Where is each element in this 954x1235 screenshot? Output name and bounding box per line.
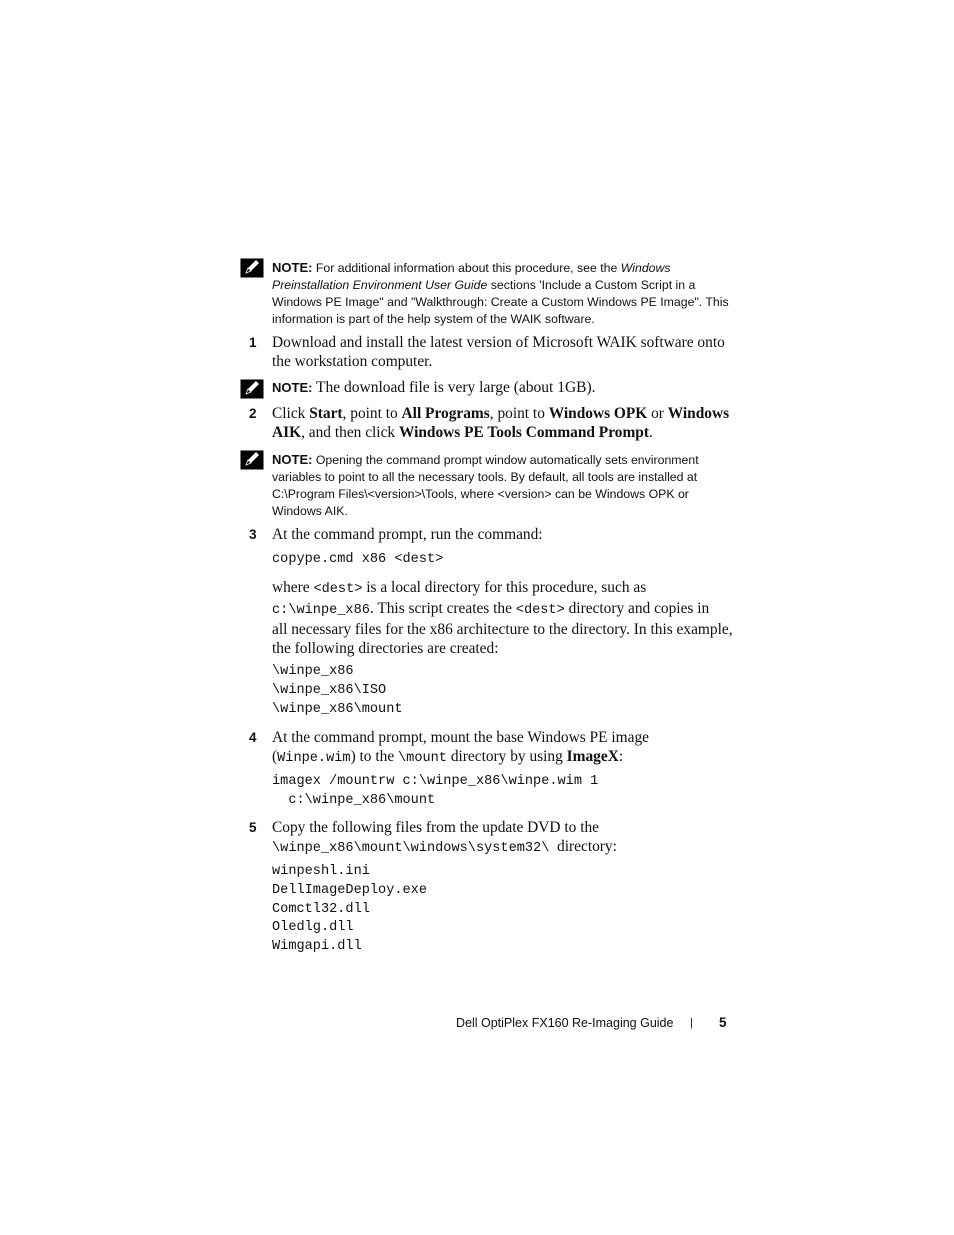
- step-2-text: Click Start, point to All Programs, point to Windows OPK or Windows AIK, and then click Windows PE Tools Command Prompt.: [272, 405, 730, 441]
- file-item: Oledlg.dll: [272, 920, 354, 936]
- step-5-text: Copy the following files from the update DVD to the \winpe_x86\mount\windows\system32\ directory:: [272, 819, 617, 856]
- directory-list: [272, 663, 403, 719]
- directory-item: \winpe_x86\mount: [272, 701, 403, 717]
- step-3-text: At the command prompt, run the command:: [272, 526, 543, 543]
- note-environment-variables: NOTE: Opening the command prompt window automatically sets environment variables to point to all the necessary tools. By default, all tools are installed at C:\Program Files\<version>\Tools, where <version> can be Windows OPK or Windows AIK.: [272, 452, 699, 518]
- step-number: 2: [249, 406, 257, 421]
- step-number: 4: [249, 730, 257, 745]
- note-label: NOTE:: [272, 260, 313, 275]
- note-label: NOTE:: [272, 380, 313, 395]
- directory-item: \winpe_x86: [272, 664, 354, 679]
- note-pencil-icon: [240, 379, 264, 399]
- file-item: winpeshl.ini: [272, 864, 370, 879]
- file-list: [272, 863, 427, 957]
- directory-item: \winpe_x86\ISO: [272, 682, 387, 698]
- file-item: Wimgapi.dll: [272, 939, 362, 955]
- step-1-text: Download and install the latest version of Microsoft WAIK software onto the workstation computer.: [272, 334, 725, 370]
- file-item: DellImageDeploy.exe: [272, 882, 427, 898]
- note-additional-info: NOTE: For additional information about this procedure, see the Windows Preinstallation Environment User Guide sections 'Include a Custom Script in a Windows PE Image" and "Walkthrough: Create a Custom Windows PE Image". This information is part of the help system of the WAIK software.: [272, 260, 729, 326]
- footer-separator: |: [690, 1017, 693, 1029]
- step-number: 5: [249, 820, 257, 835]
- note-pencil-icon: [240, 450, 264, 470]
- file-item: Comctl32.dll: [272, 901, 370, 917]
- note-pencil-icon: [240, 258, 264, 278]
- imagex-command: imagex /mountrw c:\winpe_x86\winpe.wim 1 c:\winpe_x86\mount: [272, 774, 599, 808]
- step-number: 3: [249, 527, 257, 542]
- note-download-size: NOTE: The download file is very large (about 1GB).: [272, 379, 596, 396]
- step-3-explanation: where <dest> is a local directory for this procedure, such as c:\winpe_x86. This script creates the <dest> directory and copies in all necessary files for the x86 architecture to the directory. In this example, the following directories are created:: [272, 579, 733, 657]
- step-4-text: At the command prompt, mount the base Windows PE image (Winpe.wim) to the \mount directory by using ImageX:: [272, 729, 649, 766]
- footer-title: Dell OptiPlex FX160 Re-Imaging Guide: [456, 1016, 674, 1030]
- copype-command: copype.cmd x86 <dest>: [272, 552, 444, 567]
- page-number: 5: [719, 1015, 727, 1030]
- step-number: 1: [249, 335, 257, 350]
- note-label: NOTE:: [272, 452, 313, 467]
